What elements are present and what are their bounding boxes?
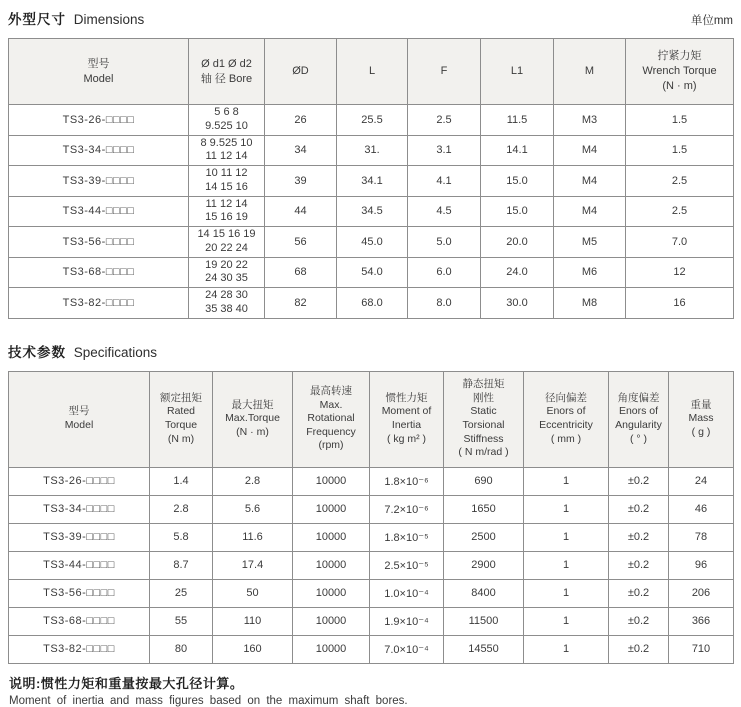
cell-line: 19 20 22 — [205, 258, 248, 271]
inertia-cell: 1.8×10⁻⁶ — [370, 467, 444, 495]
header-line: (N m) — [167, 432, 195, 445]
l-cell: 31. — [337, 135, 408, 166]
freq-cell: 10000 — [293, 607, 370, 635]
header-line: Eccentricity — [539, 419, 593, 431]
model-cell: TS3-34-□□□□ — [9, 495, 150, 523]
col-header-f: F — [408, 39, 481, 105]
table-row — [9, 607, 734, 635]
ang-cell: ±0.2 — [609, 607, 669, 635]
col-header-stiffness — [444, 371, 524, 467]
table-row — [9, 288, 734, 319]
m-cell: M8 — [554, 288, 626, 319]
cell-line: 8 9.525 10 — [200, 136, 253, 149]
dimensions-title-cn: 外型尺寸 — [8, 12, 66, 27]
col-header-model — [9, 371, 150, 467]
rated-cell: 55 — [150, 607, 213, 635]
inertia-cell: 1.0×10⁻⁴ — [370, 579, 444, 607]
specs-title-cn: 技术参数 — [8, 344, 66, 360]
mass-cell: 24 — [669, 467, 734, 495]
header-line: 径向偏差 — [545, 391, 587, 404]
header-line: Torque — [164, 419, 198, 431]
table-row — [9, 135, 734, 166]
inertia-cell: 7.0×10⁻⁴ — [370, 635, 444, 663]
f-cell: 4.1 — [408, 166, 481, 197]
freq-cell: 10000 — [293, 467, 370, 495]
mass-cell: 78 — [669, 523, 734, 551]
header-line: Model — [64, 419, 94, 431]
header-line: Model — [83, 72, 114, 85]
mass-cell: 96 — [669, 551, 734, 579]
col-header-wrench-torque — [626, 39, 734, 105]
cell-line: 11 12 14 — [205, 150, 248, 163]
f-cell: 5.0 — [408, 227, 481, 258]
inertia-cell: 7.2×10⁻⁶ — [370, 495, 444, 523]
m-cell: M5 — [554, 227, 626, 258]
dimensions-title-row — [8, 8, 733, 28]
header-line: ( ° ) — [629, 432, 648, 445]
cell-line: 20 22 24 — [205, 241, 248, 254]
stiffness-cell: 1650 — [444, 495, 524, 523]
col-header-rated-torque — [150, 371, 213, 467]
l-cell: 68.0 — [337, 288, 408, 319]
torque-cell: 2.5 — [626, 166, 734, 197]
f-cell: 6.0 — [408, 257, 481, 288]
freq-cell: 10000 — [293, 495, 370, 523]
header-line: Torsional — [462, 419, 505, 431]
model-cell: TS3-56-□□□□ — [9, 227, 189, 258]
header-line: 重量 — [690, 398, 712, 411]
header-line: Rated — [166, 405, 196, 418]
header-line: 静态扭矩 — [462, 378, 505, 391]
specs-table-body — [9, 467, 734, 663]
header-line: (N · m) — [236, 425, 269, 438]
model-cell: TS3-26-□□□□ — [9, 105, 189, 136]
ecc-cell: 1 — [524, 551, 609, 579]
max-torque-cell: 50 — [213, 579, 293, 607]
d-cell: 44 — [265, 196, 337, 227]
model-cell: TS3-68-□□□□ — [9, 257, 189, 288]
table-row — [9, 579, 734, 607]
l-cell: 15.0 — [481, 166, 554, 197]
max-torque-cell: 11.6 — [213, 523, 293, 551]
table-row — [9, 227, 734, 258]
model-cell: TS3-39-□□□□ — [9, 166, 189, 197]
footnote-cn: 说明:惯性力矩和重量按最大孔径计算。 — [9, 675, 244, 691]
max-torque-cell: 160 — [213, 635, 293, 663]
footnote-en: Moment of inertia and mass figures based on the maximum shaft bores. — [9, 694, 408, 707]
cell-line: 5 6 8 — [214, 106, 239, 118]
d-cell: 56 — [265, 227, 337, 258]
header-line: ( mm ) — [550, 432, 582, 445]
table-row — [9, 635, 734, 663]
d-cell: 82 — [265, 288, 337, 319]
l-cell: 11.5 — [481, 105, 554, 136]
model-cell: TS3-82-□□□□ — [9, 635, 150, 663]
bore-cell — [189, 257, 265, 288]
dimensions-title-en: Dimensions — [73, 12, 145, 27]
bore-cell — [189, 105, 265, 136]
cell-line: 24 28 30 — [205, 289, 248, 301]
table-row — [9, 523, 734, 551]
model-cell: TS3-82-□□□□ — [9, 288, 189, 319]
mass-cell: 710 — [669, 635, 734, 663]
header-line: Mass — [688, 412, 714, 425]
header-line: Max. — [319, 398, 343, 411]
col-header-model — [9, 39, 189, 105]
dimensions-table — [8, 38, 734, 319]
col-header-angularity — [609, 371, 669, 467]
col-header-max-torque — [213, 371, 293, 467]
header-line: 轴 径 Bore — [200, 72, 253, 85]
header-line: Wrench Torque — [642, 65, 717, 78]
header-line: ( N m/rad ) — [458, 446, 509, 459]
l-cell: 34.5 — [337, 196, 408, 227]
ang-cell: ±0.2 — [609, 579, 669, 607]
ang-cell: ±0.2 — [609, 495, 669, 523]
header-line: Angularity — [615, 419, 662, 431]
header-line: (N · m) — [662, 79, 697, 92]
table-row — [9, 196, 734, 227]
header-line: ( kg m² ) — [386, 432, 427, 445]
stiffness-cell: 14550 — [444, 635, 524, 663]
table-row — [9, 105, 734, 136]
ang-cell: ±0.2 — [609, 635, 669, 663]
inertia-cell: 2.5×10⁻⁵ — [370, 551, 444, 579]
specs-header-row — [9, 371, 734, 467]
model-cell: TS3-34-□□□□ — [9, 135, 189, 166]
d-cell: 26 — [265, 105, 337, 136]
header-line: Frequency — [306, 425, 356, 438]
bore-cell — [189, 227, 265, 258]
mass-cell: 206 — [669, 579, 734, 607]
header-line: 最高转速 — [310, 384, 352, 397]
model-cell: TS3-26-□□□□ — [9, 467, 150, 495]
torque-cell: 12 — [626, 257, 734, 288]
cell-line: 11 12 14 — [205, 197, 248, 210]
rated-cell: 1.4 — [150, 467, 213, 495]
header-line: Inertia — [391, 419, 422, 431]
cell-line: 24 30 35 — [205, 272, 248, 285]
mass-cell: 366 — [669, 607, 734, 635]
inertia-cell: 1.8×10⁻⁵ — [370, 523, 444, 551]
model-cell: TS3-44-□□□□ — [9, 551, 150, 579]
f-cell: 4.5 — [408, 196, 481, 227]
model-cell: TS3-44-□□□□ — [9, 196, 189, 227]
m-cell: M3 — [554, 105, 626, 136]
col-header-mass — [669, 371, 734, 467]
freq-cell: 10000 — [293, 551, 370, 579]
header-line: 拧紧力矩 — [657, 50, 702, 63]
l-cell: 45.0 — [337, 227, 408, 258]
cell-line: 9.525 10 — [205, 119, 248, 132]
cell-line: 14 15 16 — [205, 180, 248, 193]
ecc-cell: 1 — [524, 495, 609, 523]
rated-cell: 80 — [150, 635, 213, 663]
header-line: Static — [470, 405, 497, 418]
l-cell: 20.0 — [481, 227, 554, 258]
m-cell: M4 — [554, 196, 626, 227]
stiffness-cell: 690 — [444, 467, 524, 495]
m-cell: M4 — [554, 166, 626, 197]
stiffness-cell: 11500 — [444, 607, 524, 635]
l-cell: 24.0 — [481, 257, 554, 288]
unit-label: 单位mm — [690, 15, 733, 27]
header-line: Max.Torque — [225, 412, 280, 425]
ecc-cell: 1 — [524, 579, 609, 607]
stiffness-cell: 2500 — [444, 523, 524, 551]
l-cell: 15.0 — [481, 196, 554, 227]
stiffness-cell: 2900 — [444, 551, 524, 579]
dimensions-header-row — [9, 39, 734, 105]
header-line: Moment of — [381, 405, 432, 418]
model-cell: TS3-39-□□□□ — [9, 523, 150, 551]
l-cell: 30.0 — [481, 288, 554, 319]
header-line: 刚性 — [473, 391, 494, 404]
col-header-l1: L1 — [481, 39, 554, 105]
max-torque-cell: 5.6 — [213, 495, 293, 523]
bore-cell — [189, 196, 265, 227]
ecc-cell: 1 — [524, 607, 609, 635]
header-line: Rotational — [307, 412, 355, 425]
header-line: (rpm) — [318, 439, 344, 452]
specs-section-title — [8, 341, 157, 361]
d-cell: 39 — [265, 166, 337, 197]
l-cell: 14.1 — [481, 135, 554, 166]
rated-cell: 2.8 — [150, 495, 213, 523]
max-torque-cell: 110 — [213, 607, 293, 635]
header-line: Stiffness — [463, 432, 504, 445]
d-cell: 68 — [265, 257, 337, 288]
header-line: 型号 — [87, 57, 110, 70]
table-row — [9, 257, 734, 288]
col-header-l: L — [337, 39, 408, 105]
d-cell: 34 — [265, 135, 337, 166]
max-torque-cell: 2.8 — [213, 467, 293, 495]
ang-cell: ±0.2 — [609, 467, 669, 495]
ecc-cell: 1 — [524, 467, 609, 495]
footnote — [9, 673, 733, 707]
header-line: 角度偏差 — [617, 391, 660, 404]
header-line: ( g ) — [691, 425, 711, 438]
cell-line: 10 11 12 — [205, 167, 248, 179]
col-header-inertia — [370, 371, 444, 467]
m-cell: M4 — [554, 135, 626, 166]
l-cell: 34.1 — [337, 166, 408, 197]
f-cell: 8.0 — [408, 288, 481, 319]
inertia-cell: 1.9×10⁻⁴ — [370, 607, 444, 635]
ecc-cell: 1 — [524, 635, 609, 663]
torque-cell: 1.5 — [626, 105, 734, 136]
specs-title-row — [8, 341, 733, 361]
l-cell: 25.5 — [337, 105, 408, 136]
torque-cell: 7.0 — [626, 227, 734, 258]
bore-cell — [189, 135, 265, 166]
ang-cell: ±0.2 — [609, 551, 669, 579]
model-cell: TS3-68-□□□□ — [9, 607, 150, 635]
dimensions-section-title — [8, 8, 144, 28]
f-cell: 2.5 — [408, 105, 481, 136]
ecc-cell: 1 — [524, 523, 609, 551]
torque-cell: 16 — [626, 288, 734, 319]
ang-cell: ±0.2 — [609, 523, 669, 551]
freq-cell: 10000 — [293, 523, 370, 551]
col-header-diameter: ØD — [265, 39, 337, 105]
header-line: 型号 — [68, 405, 90, 418]
bore-cell — [189, 288, 265, 319]
f-cell: 3.1 — [408, 135, 481, 166]
cell-line: 35 38 40 — [205, 302, 248, 315]
cell-line: 14 15 16 19 — [197, 228, 256, 240]
col-header-bore — [189, 39, 265, 105]
header-line: 额定扭矩 — [160, 391, 202, 404]
rated-cell: 8.7 — [150, 551, 213, 579]
mass-cell: 46 — [669, 495, 734, 523]
header-line: 最大扭矩 — [231, 398, 274, 411]
torque-cell: 1.5 — [626, 135, 734, 166]
torque-cell: 2.5 — [626, 196, 734, 227]
dimensions-table-body — [9, 105, 734, 319]
header-line: Enors of — [618, 405, 659, 418]
specs-title-en: Specifications — [73, 344, 158, 360]
header-line: 惯性力矩 — [385, 391, 428, 404]
table-row — [9, 467, 734, 495]
rated-cell: 25 — [150, 579, 213, 607]
rated-cell: 5.8 — [150, 523, 213, 551]
header-line: Ø d1 Ø d2 — [201, 57, 252, 70]
table-row — [9, 166, 734, 197]
stiffness-cell: 8400 — [444, 579, 524, 607]
header-line: Enors of — [546, 405, 586, 418]
bore-cell — [189, 166, 265, 197]
specifications-table — [8, 371, 734, 664]
freq-cell: 10000 — [293, 579, 370, 607]
table-row — [9, 495, 734, 523]
l-cell: 54.0 — [337, 257, 408, 288]
m-cell: M6 — [554, 257, 626, 288]
col-header-eccentricity — [524, 371, 609, 467]
col-header-max-frequency — [293, 371, 370, 467]
model-cell: TS3-56-□□□□ — [9, 579, 150, 607]
freq-cell: 10000 — [293, 635, 370, 663]
section-gap — [8, 319, 733, 339]
table-row — [9, 551, 734, 579]
col-header-m: M — [554, 39, 626, 105]
max-torque-cell: 17.4 — [213, 551, 293, 579]
cell-line: 15 16 19 — [205, 211, 248, 224]
